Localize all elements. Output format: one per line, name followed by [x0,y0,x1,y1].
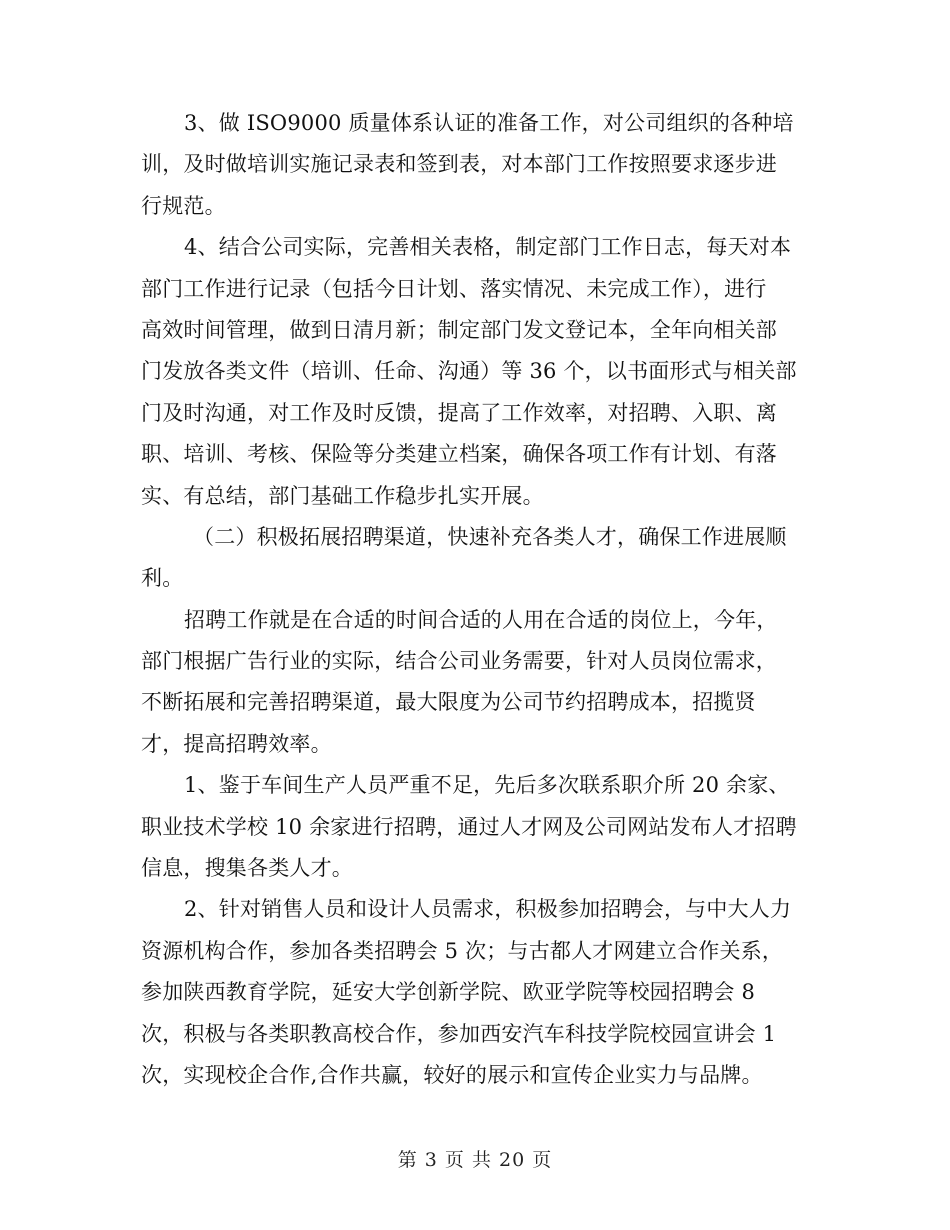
text-line: 次，实现校企合作,合作共赢，较好的展示和宣传企业实力与品牌。 [141,1062,763,1087]
text-line: 资源机构合作，参加各类招聘会 5 次；与古都人才网建立合作关系， [141,938,784,963]
text-line: 行规范。 [141,193,226,218]
document-body [141,103,821,1096]
text-line: 不断拓展和完善招聘渠道，最大限度为公司节约招聘成本，招揽贤 [141,690,756,715]
text-line: 参加陕西教育学院，延安大学创新学院、欧亚学院等校园招聘会 8 [141,980,756,1005]
section-heading-recruitment [141,517,821,600]
text-line: 门及时沟通，对工作及时反馈，提高了工作效率，对招聘、入职、离 [141,400,777,425]
text-line: 训，及时做培训实施记录表和签到表，对本部门工作按照要求逐步进 [141,152,777,177]
text-line: 1、鉴于车间生产人员严重不足，先后多次联系职介所 20 余家、 [184,773,790,798]
text-line: 2、针对销售人员和设计人员需求，积极参加招聘会，与中大人力 [184,897,792,922]
text-line: 信息，搜集各类人才。 [141,856,353,881]
paragraph-workshop-recruitment [141,765,821,889]
text-line: 部门工作进行记录（包括今日计划、落实情况、未完成工作），进行 [141,276,767,301]
text-line: 门发放各类文件（培训、任命、沟通）等 36 个，以书面形式与相关部 [141,359,797,384]
text-line: 招聘工作就是在合适的时间合适的人用在合适的岗位上，今年， [184,607,778,632]
text-line: 次，积极与各类职教高校合作，参加西安汽车科技学院校园宣讲会 1 [141,1021,777,1046]
text-line: （二）积极拓展招聘渠道，快速补充各类人才，确保工作进展顺 [193,524,787,549]
paragraph-recruitment-intro [141,600,821,766]
paragraph-iso9000 [141,103,821,227]
text-line: 职业技术学校 10 余家进行招聘，通过人才网及公司网站发布人才招聘 [141,814,797,839]
text-line: 3、做 ISO9000 质量体系认证的准备工作，对公司组织的各种培 [184,111,794,135]
text-line: 实、有总结，部门基础工作稳步扎实开展。 [141,483,544,508]
text-line: 高效时间管理，做到日清月新；制定部门发文登记本，全年向相关部 [141,317,777,342]
text-line: 利。 [141,566,184,591]
text-line: 才，提高招聘效率。 [141,731,332,756]
text-line: 部门根据广告行业的实际，结合公司业务需要，针对人员岗位需求， [141,649,777,674]
paragraph-department-forms [141,227,821,517]
text-line: 职、培训、考核、保险等分类建立档案，确保各项工作有计划、有落 [141,442,777,467]
page-number-footer: 第 3 页 共 20 页 [397,1149,553,1171]
paragraph-sales-design-recruitment [141,889,821,1096]
text-line: 4、结合公司实际，完善相关表格，制定部门工作日志，每天对本 [184,235,792,260]
